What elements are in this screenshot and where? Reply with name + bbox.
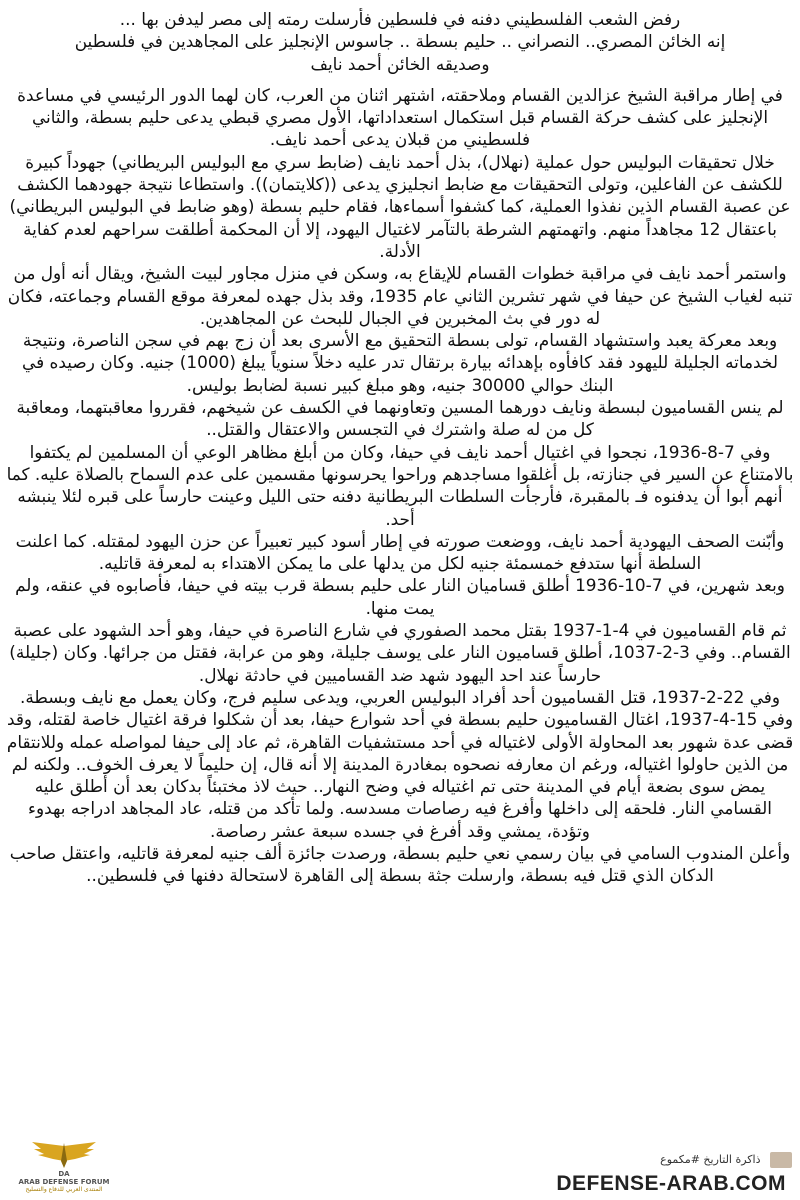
site-url: DEFENSE-ARAB.COM [556,1172,786,1195]
paragraph: وبعد شهرين، في 7-10-1936 أطلق قساميان النار على حليم بسطة قرب بيته في حيفا، فأصابوه في عنقه، ولم يمت منها. [15,575,785,618]
forum-wings-icon [29,1140,99,1170]
paragraph: خلال تحقيقات البوليس حول عملية (نهلال)، بذل أحمد نايف (ضابط سري مع البوليس البريطاني) جهوداً كبيرة للكشف عن الفاعلين، وتولى التحقيقات مع ضابط انجليزي يدعى ((كلايتمان)). واستطاعا نتيجة جهودهما الكشف عن عصبة القسام الذين نفذوا العملية، كما كشفوا أسماءها، فقام حليم بسطة (وهو ضابط في البوليس البريطاني) باعتقال 12 مجاهداً منهم. واتهمتهم الشرطة بالتآمر لاغتيال اليهود، إلا أن المحكمة أطلقت سراحهم لعدم كفاية الأدلة. [9,151,791,261]
paragraph: وأعلن المندوب السامي في بيان رسمي نعي حليم بسطة، ورصدت جائزة ألف جنيه لمعرفة قاتليه، واعتقل صاحب الدكان الذي قتل فيه بسطة، وارسلت جثة بسطة إلى القاهرة لاستحالة دفنها في فلسطين.. [9,842,791,886]
paragraph: لم ينس القساميون لبسطة ونايف دورهما المسين وتعاونهما في الكسف عن شيخهم، فقرروا معاقبتهما، ومعاقبة كل من له صلة واشترك في التجسس والاعتقال والقتل.. [16,397,784,440]
forum-logo-name-en: ARAB DEFENSE FORUM [18,1178,110,1186]
footer [0,1153,800,1200]
paragraph: في إطار مراقبة الشيخ عزالدين القسام وملاحقته، اشتهر اثنان من العرب، كان لهما الدور الرئيسي في مساعدة الإنجليز على كشف حركة القسام قبل استكمال استعداداتها، الأول مصري قبطي يدعى حليم بسطة، والثاني فلسطيني من قبلان يدعى أحمد نايف. [17,84,783,150]
paragraph: واستمر أحمد نايف في مراقبة خطوات القسام للإيقاع به، وسكن في منزل مجاور لبيت الشيخ، ويقال أنه أول من تنبه لغياب الشيخ عن حيفا في شهر تشرين الثاني عام 1935، وقد بذل جهده لمعرفة موقع القسام وجماعته، فكان له دور في بث المخبرين في الجبال للبحث عن المجاهدين. [7,263,793,328]
paragraph: وفي 22-2-1937، قتل القساميون أحد أفراد البوليس العربي، ويدعى سليم فرج، وكان يعمل مع نايف وبسطة. [19,686,781,707]
paragraph: وأبّنت الصحف اليهودية أحمد نايف، ووضعت صورته في إطار أسود كبير تعبيراً عن حزن اليهود لمقتله. كما اعلنت السلطة أنها ستدفع خمسمئة جنيه لكل من يدلها على ما يمكن الاهتداء به لمعرفة قاتليه. [15,530,785,574]
heading-line: رفض الشعب الفلسطيني دفنه في فلسطين فأرسلت رمته إلى مصر ليدفن بها ... [119,9,681,29]
paragraph: وفي 15-4-1937، اغتال القساميون حليم بسطة في أحد شوارع حيفا، بعد أن شكلوا فرقة اغتيال خاصة لقتله، وقد قضى عدة شهور بعد المحاولة الأولى لاغتياله في أحد مستشفيات القاهرة، ثم عاد إلى حيفا لمواصله عمله وللانتقام من الذين حاولوا اغتياله، ورغم ان معارفه نصحوه بمغادرة المدينة إلا أنه قال، إن حليماً لا يعرف الخوف.. ولكنه لم يمض سوى بضعة أيام في المدينة حتى تم اغتياله في وضح النهار.. حيث لاذ مختبئاً بدكان بعد أن أطلق عليه القسامي النار. فلحقه إلى داخلها وأفرغ فيه رصاصات مسدسه. ولما تأكد من قتله، عاد المجاهد ادراجه بهدوء وتؤدة، يمشي وقد أفرغ في جسده سبعة عشر رصاصة. [6,709,794,841]
channel-credit [592,1152,792,1170]
heading-line: وصديقه الخائن أحمد نايف [310,53,490,74]
article-body [6,8,794,1172]
forum-logo [4,1140,124,1198]
forum-logo-name-ar: المنتدى العربي للدفاع والتسليح [25,1186,103,1193]
article-heading [6,8,794,75]
forum-logo-abbr: DA [58,1170,70,1178]
paragraph: ثم قام القساميون في 4-1-1937 بقتل محمد الصفوري في شارع الناصرة في حيفا، وهو أحد الشهود على عصبة القسام.. وفي 3-2-1037، أطلق قساميون النار على يوسف جليلة، وهو من عرابة، فقتل من جرائها. وكان (جليلة) حارساً عند احد اليهود شهد ضد القساميين في حادثة نهلال. [9,620,791,685]
paragraph: وبعد معركة يعبد واستشهاد القسام، تولى بسطة التحقيق مع الأسرى بعد أن زج بهم في سجن الناصرة، ونتيجة لخدماته الجليلة لليهود فقد كافأوه بإهدائه بيارة برتقال تدر عليه دخلاً سنوياً يبلغ (1000) جنيه. وكان رصيده في البنك حوالي 30000 جنيه، وهو مبلغ كبير نسبة لضابط بوليس. [22,330,778,395]
channel-label: ذاكرة التاريخ #مكموع [660,1153,761,1166]
channel-avatar [770,1152,792,1168]
heading-line: إنه الخائن المصري.. النصراني .. حليم بسطة .. جاسوس الإنجليز على المجاهدين في فلسطين [74,31,726,52]
paragraph: وفي 7-8-1936، نجحوا في اغتيال أحمد نايف في حيفا، وكان من أبلغ مظاهر الوعي أن المسلمين لم يكتفوا بالامتناع عن السير في جنازته، بل أغلقوا مساجدهم وراحوا يحرسونها مقسمين على عدم السماح بالصلاة عليه. كما أنهم أبوا أن يدفنوه فـ بالمقبرة، فأرجأت السلطات البريطانية دفنه حتى الليل وعينت حارساً على قبره لئلا ينبشه أحد. [6,441,794,529]
